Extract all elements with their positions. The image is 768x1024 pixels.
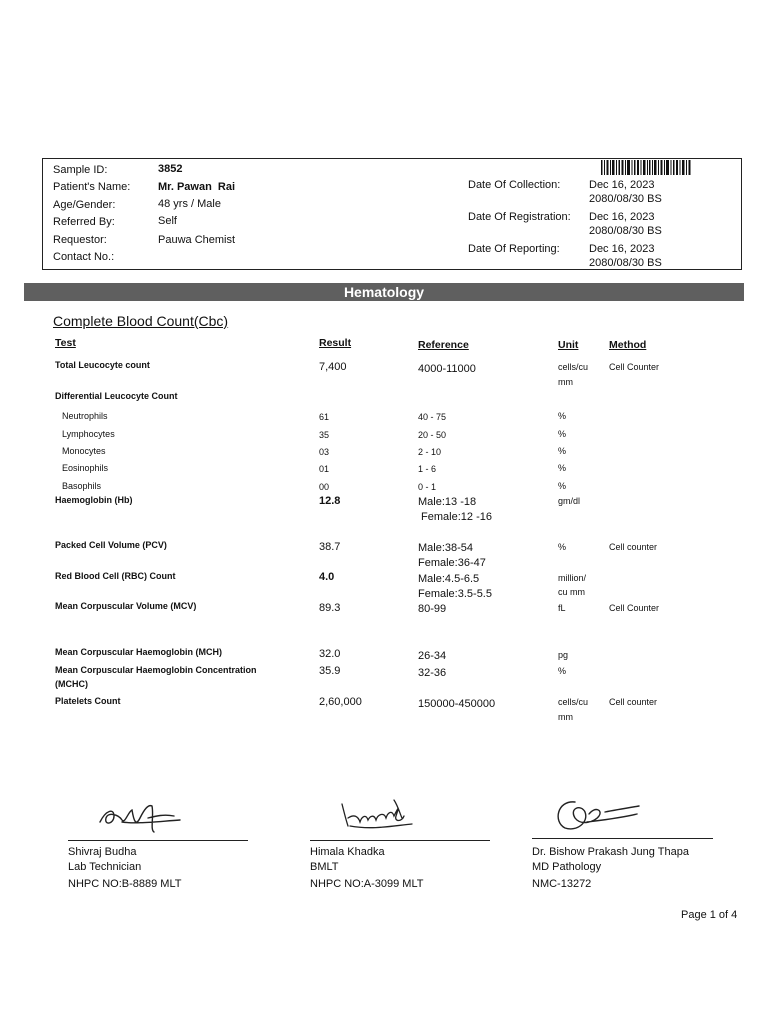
test-reference: Female:36-47	[418, 557, 486, 569]
age-gender-value: 48 yrs / Male	[158, 198, 221, 210]
barcode-icon	[601, 160, 691, 175]
signatory-name: Dr. Bishow Prakash Jung Thapa	[532, 846, 689, 858]
test-method: Cell Counter	[609, 603, 660, 613]
test-name: Eosinophils	[62, 463, 109, 473]
sample-id-value: 3852	[158, 163, 183, 175]
test-name: (MCHC)	[55, 679, 88, 689]
contact-label: Contact No.:	[53, 251, 115, 263]
test-result: 12.8	[319, 495, 341, 507]
test-name: Mean Corpuscular Haemoglobin (MCH)	[55, 647, 223, 657]
test-reference: Male:38-54	[418, 542, 474, 554]
test-name: Platelets Count	[55, 696, 121, 706]
test-result: 01	[319, 464, 330, 474]
test-reference: 1 - 6	[418, 464, 437, 474]
collection-date-bs: 2080/08/30 BS	[589, 193, 662, 205]
signatory-title: BMLT	[310, 861, 339, 873]
test-result: 35	[319, 430, 330, 440]
requestor-label: Requestor:	[53, 234, 107, 246]
test-unit: %	[558, 666, 567, 676]
referred-by-label: Referred By:	[53, 216, 115, 228]
test-unit: gm/dl	[558, 496, 581, 506]
age-gender-label: Age/Gender:	[53, 199, 116, 211]
test-reference: 20 - 50	[418, 430, 447, 440]
test-unit: %	[558, 429, 567, 439]
test-name: Packed Cell Volume (PCV)	[55, 540, 167, 550]
test-result: 38.7	[319, 541, 341, 553]
test-reference: Female:3.5-5.5	[418, 588, 492, 600]
test-unit: %	[558, 542, 567, 552]
test-result: 7,400	[319, 361, 347, 373]
signatory-name: Himala Khadka	[310, 846, 385, 858]
department-header: Hematology	[24, 283, 744, 301]
test-method: Cell counter	[609, 542, 658, 552]
test-unit: mm	[558, 712, 573, 722]
test-name: Lymphocytes	[62, 429, 115, 439]
patient-name-label: Patient's Name:	[53, 181, 131, 193]
column-header-result: Result	[319, 337, 352, 349]
collection-date-value: Dec 16, 2023	[589, 179, 655, 191]
test-reference: 4000-11000	[418, 363, 476, 375]
sample-id-label: Sample ID:	[53, 164, 108, 176]
test-name: Red Blood Cell (RBC) Count	[55, 571, 176, 581]
test-unit: mm	[558, 377, 573, 387]
test-reference: 26-34	[418, 650, 447, 662]
test-reference: Male:4.5-6.5	[418, 573, 480, 585]
registration-date-bs: 2080/08/30 BS	[589, 225, 662, 237]
signature-3	[545, 792, 645, 838]
test-reference: 2 - 10	[418, 447, 442, 457]
section-title: Complete Blood Count(Cbc)	[53, 313, 229, 329]
test-result: 4.0	[319, 571, 335, 583]
test-unit: pg	[558, 650, 569, 660]
test-method: Cell Counter	[609, 362, 660, 372]
test-reference: Male:13 -18	[418, 496, 477, 508]
registration-date-label: Date Of Registration:	[468, 211, 571, 223]
signatory-reg: NHPC NO:B-8889 MLT	[68, 878, 182, 890]
signature-line	[532, 838, 713, 839]
test-group-name: Differential Leucocyte Count	[55, 391, 178, 401]
column-header-unit: Unit	[558, 339, 579, 351]
signature-2	[332, 796, 427, 836]
signature-line	[310, 840, 490, 841]
test-reference: 40 - 75	[418, 412, 447, 422]
reporting-date-label: Date Of Reporting:	[468, 243, 560, 255]
test-reference: 0 - 1	[418, 482, 437, 492]
test-result: 32.0	[319, 648, 341, 660]
test-reference: 32-36	[418, 667, 447, 679]
test-unit: million/	[558, 573, 587, 583]
test-result: 2,60,000	[319, 696, 362, 708]
signatory-title: Lab Technician	[68, 861, 142, 873]
test-name: Haemoglobin (Hb)	[55, 495, 133, 505]
test-result: 35.9	[319, 665, 341, 677]
column-header-method: Method	[609, 339, 647, 351]
test-unit: %	[558, 411, 567, 421]
reporting-date-bs: 2080/08/30 BS	[589, 257, 662, 269]
test-reference: 80-99	[418, 603, 447, 615]
test-name: Total Leucocyte count	[55, 360, 150, 370]
patient-name-value: Mr. Pawan Rai	[158, 181, 236, 193]
test-unit: fL	[558, 603, 566, 613]
signatory-reg: NMC-13272	[532, 878, 592, 890]
signatory-name: Shivraj Budha	[68, 846, 137, 858]
collection-date-label: Date Of Collection:	[468, 179, 561, 191]
test-unit: cells/cu	[558, 697, 589, 707]
test-name: Basophils	[62, 481, 102, 491]
signatory-title: MD Pathology	[532, 861, 602, 873]
column-header-reference: Reference	[418, 339, 469, 351]
test-unit: cu mm	[558, 587, 585, 597]
test-unit: %	[558, 446, 567, 456]
test-result: 89.3	[319, 602, 341, 614]
reporting-date-value: Dec 16, 2023	[589, 243, 655, 255]
requestor-value: Pauwa Chemist	[158, 234, 236, 246]
test-unit: cells/cu	[558, 362, 589, 372]
test-name: Mean Corpuscular Volume (MCV)	[55, 601, 197, 611]
test-result: 00	[319, 482, 330, 492]
test-unit: %	[558, 481, 567, 491]
column-header-test: Test	[55, 337, 76, 349]
test-unit: %	[558, 463, 567, 473]
test-reference: Female:12 -16	[418, 511, 492, 523]
signatory-reg: NHPC NO:A-3099 MLT	[310, 878, 424, 890]
referred-by-value: Self	[158, 215, 177, 227]
test-name: Monocytes	[62, 446, 106, 456]
registration-date-value: Dec 16, 2023	[589, 211, 655, 223]
test-result: 61	[319, 412, 330, 422]
signature-line	[68, 840, 248, 841]
signature-1	[92, 796, 187, 838]
test-result: 03	[319, 447, 330, 457]
test-name: Neutrophils	[62, 411, 108, 421]
test-method: Cell counter	[609, 697, 658, 707]
page-number: Page 1 of 4	[681, 909, 738, 921]
test-name: Mean Corpuscular Haemoglobin Concentration	[55, 665, 257, 675]
test-reference: 150000-450000	[418, 698, 496, 710]
